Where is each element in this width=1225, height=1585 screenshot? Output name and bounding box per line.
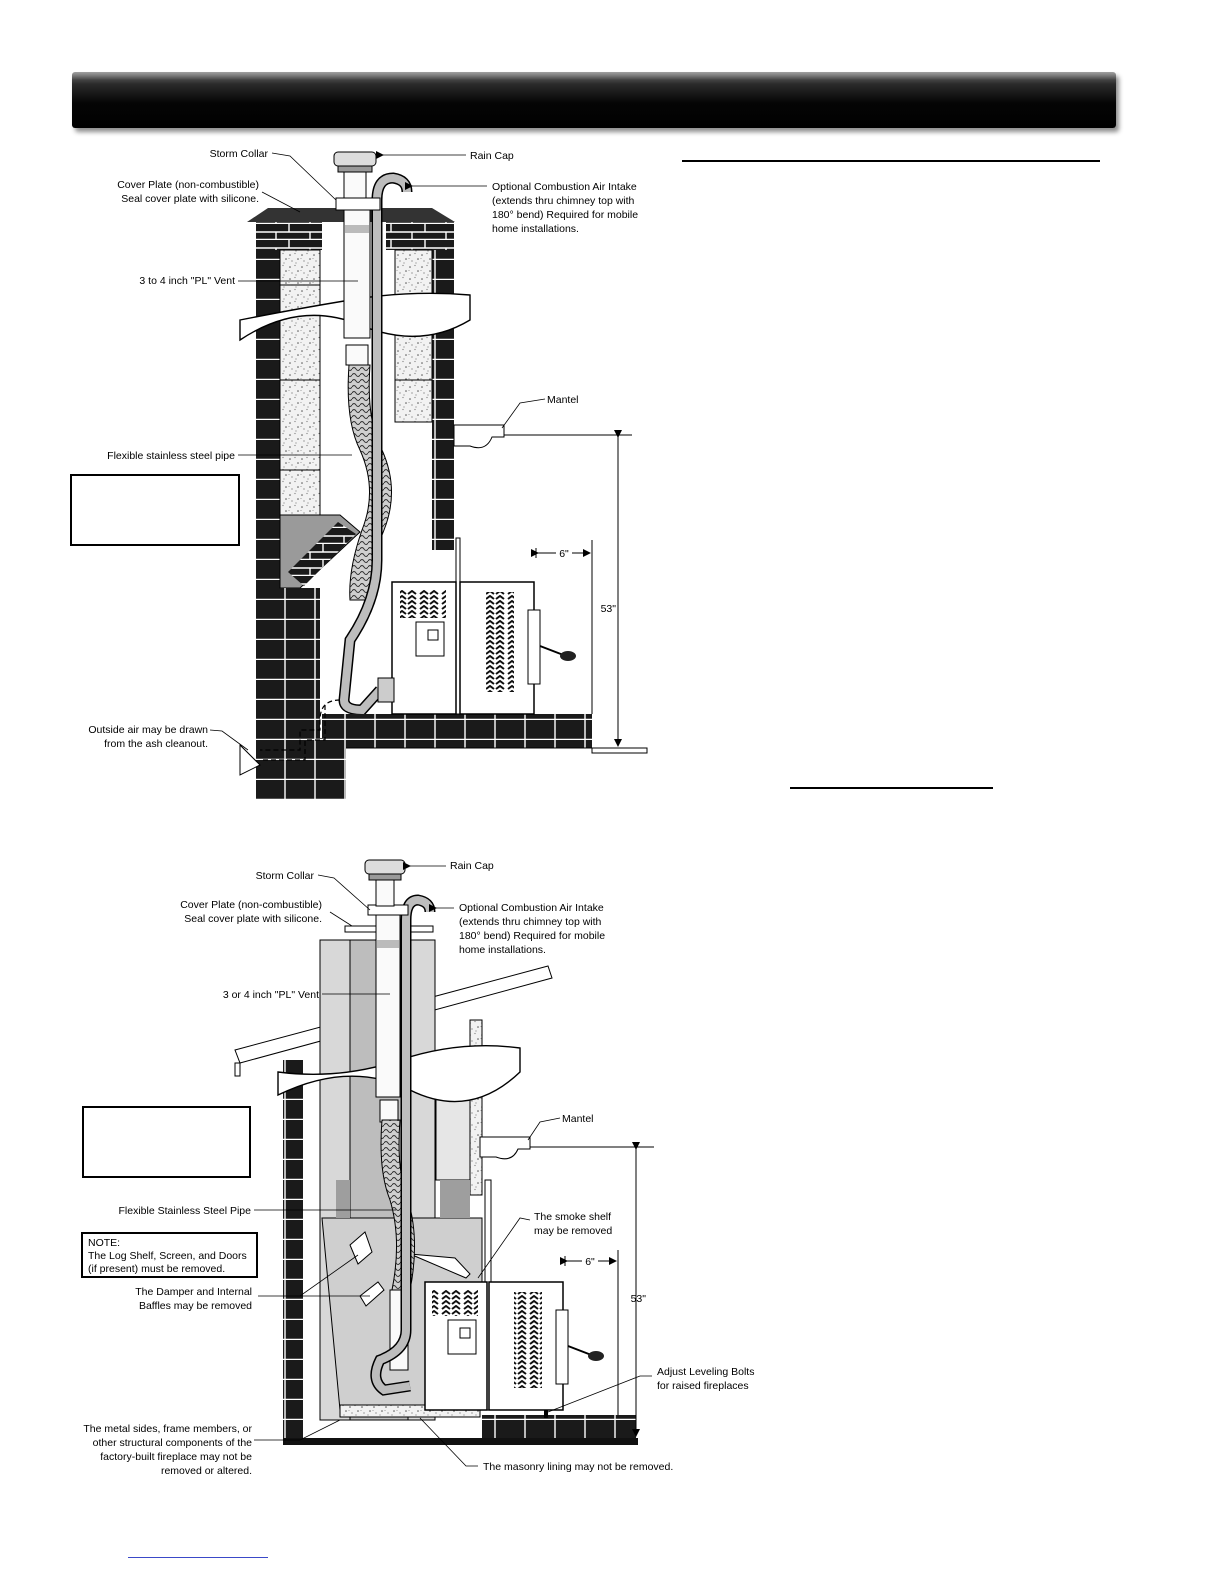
bottom-cover-plate-label-1: Cover Plate (non-combustible) [180, 899, 322, 911]
bottom-leveling-label-2: for raised fireplaces [657, 1380, 749, 1392]
top-dim-53-label: 53" [600, 603, 616, 615]
bottom-vent-label: 3 or 4 inch "PL" Vent [222, 989, 319, 1001]
top-storm-collar-label: Storm Collar [209, 148, 268, 160]
bottom-mantel-label: Mantel [562, 1113, 594, 1125]
top-air-intake-label-4: home installations. [492, 223, 579, 235]
bottom-damper-label-2: Baffles may be removed [138, 1300, 252, 1312]
bottom-dim-6-label: 6" [585, 1256, 595, 1268]
bottom-air-intake-label-1: Optional Combustion Air Intake [459, 902, 604, 914]
bottom-mantel [480, 1137, 530, 1159]
bottom-air-intake-label-3: 180° bend) Required for mobile [459, 930, 606, 942]
top-hearth [322, 714, 592, 748]
top-dim-6-label: 6" [559, 548, 569, 560]
top-air-intake-label-3: 180° bend) Required for mobile [492, 209, 639, 221]
top-flex-pipe [348, 365, 391, 600]
bottom-note-label-3: (if present) must be removed. [88, 1263, 226, 1275]
bottom-masonry-label: The masonry lining may not be removed. [483, 1461, 674, 1473]
bottom-leveling-label-1: Adjust Leveling Bolts [657, 1366, 755, 1378]
bottom-note-label-1: NOTE: [88, 1237, 121, 1249]
top-left-wall [256, 222, 280, 800]
bottom-metal-sides-label-3: factory-built fireplace may not be [100, 1451, 252, 1463]
bottom-flex-pipe-label: Flexible Stainless Steel Pipe [118, 1205, 251, 1217]
bottom-cover-plate-label-2: Seal cover plate with silicone. [184, 913, 322, 925]
top-mantel-label: Mantel [547, 394, 579, 406]
bottom-chimney-diagram [82, 860, 754, 1477]
top-rain-cap-label: Rain Cap [470, 150, 514, 162]
bottom-air-intake-label-4: home installations. [459, 944, 546, 956]
bottom-pl-vent [376, 912, 400, 1097]
top-outside-air-label-2: from the ash cleanout. [104, 738, 208, 750]
top-vent-label: 3 to 4 inch "PL" Vent [139, 275, 235, 287]
bottom-rain-cap [365, 860, 405, 874]
bottom-metal-sides-label-1: The metal sides, frame members, or [83, 1423, 252, 1435]
bottom-metal-sides-label-2: other structural components of the [92, 1437, 252, 1449]
top-cover-plate-label-2: Seal cover plate with silicone. [121, 193, 259, 205]
top-air-intake-label-1: Optional Combustion Air Intake [492, 181, 637, 193]
bottom-storm-collar-label: Storm Collar [255, 870, 314, 882]
top-flex-pipe-label: Flexible stainless steel pipe [107, 450, 235, 462]
bottom-damper-label-1: The Damper and Internal [135, 1286, 252, 1298]
top-outside-air-label-1: Outside air may be drawn [88, 724, 208, 736]
bottom-note-label-2: The Log Shelf, Screen, and Doors [88, 1250, 247, 1262]
top-mantel [454, 425, 504, 448]
top-rain-cap [334, 152, 376, 166]
bottom-rain-cap-label: Rain Cap [450, 860, 494, 872]
bottom-air-intake-label-2: (extends thru chimney top with [459, 916, 602, 928]
bottom-dim-53-label: 53" [630, 1293, 646, 1305]
bottom-metal-sides-label-4: removed or altered. [160, 1465, 252, 1477]
top-pellet-insert [378, 582, 576, 714]
top-air-intake-label-2: (extends thru chimney top with [492, 195, 635, 207]
bottom-pellet-insert [425, 1282, 604, 1418]
top-chimney-diagram [88, 148, 647, 800]
top-cover-plate-label-1: Cover Plate (non-combustible) [117, 179, 259, 191]
bottom-smoke-shelf-label-2: may be removed [534, 1225, 613, 1237]
bottom-smoke-shelf-label-1: The smoke shelf [534, 1211, 612, 1223]
